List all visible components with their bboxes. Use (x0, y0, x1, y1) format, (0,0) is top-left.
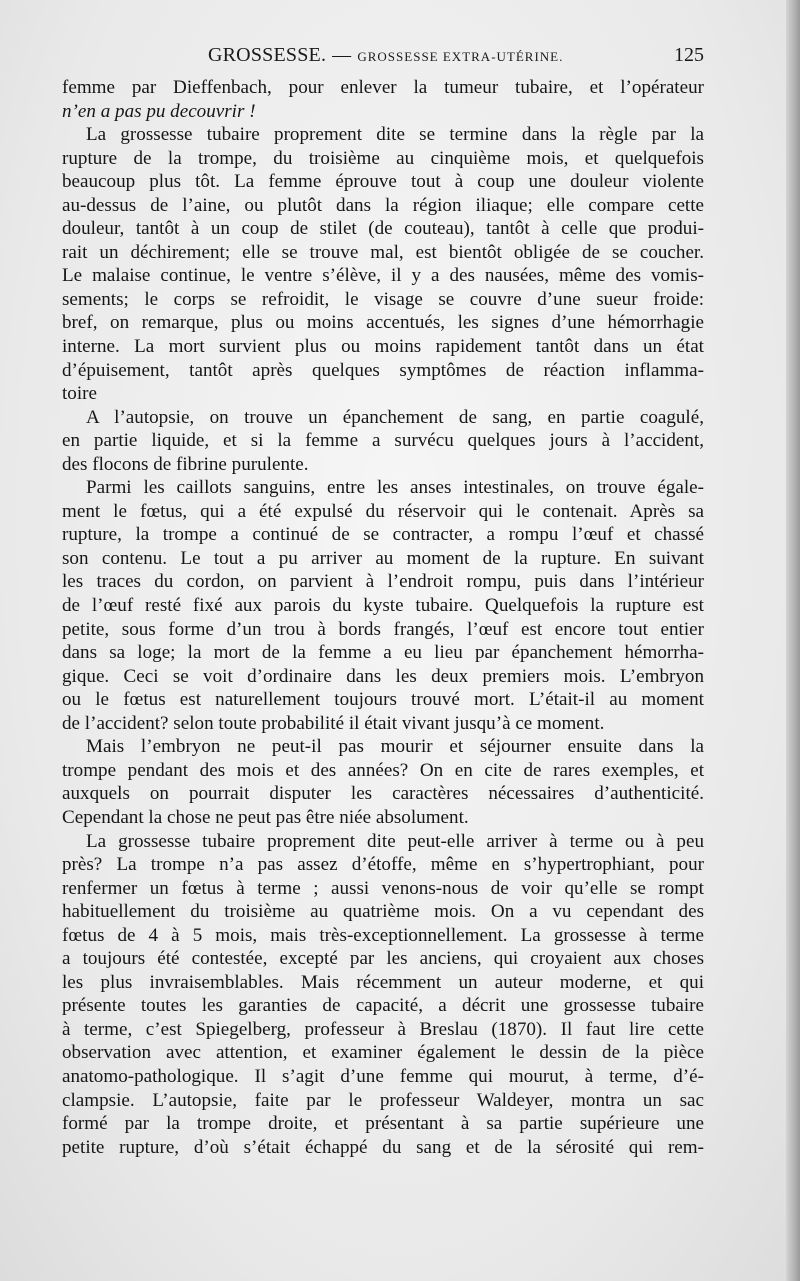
text-line: de l’accident? selon toute probabilité il était vivant jusqu’à ce moment. (62, 712, 605, 734)
text-line: n’en a pas pu decouvrir ! (62, 100, 256, 122)
text-line: petite, sous forme d’un trou à bords frangés, l’œuf est encore tout entier (62, 618, 704, 640)
text-line: habituellement du troisième au quatrième mois. On a vu cependant des (62, 901, 704, 923)
text-line: les plus invraisemblables. Mais récemment un auteur moderne, et qui (62, 971, 704, 993)
page-edge-shadow (786, 0, 800, 1281)
text-line: formé par la trompe droite, et présentant à sa partie supérieure une (62, 1113, 704, 1135)
text-line: son contenu. Le tout a pu arriver au moment de la rupture. En suivant (62, 547, 704, 569)
text-line: rupture, la trompe a continué de se contracter, a rompu l’œuf et chassé (62, 524, 704, 546)
text-line: rait un déchirement; elle se trouve mal, est bientôt obligée de se coucher. (62, 241, 704, 263)
text-line: femme par Dieffenbach, pour enlever la tumeur tubaire, et l’opérateur (62, 77, 704, 98)
text-line: douleur, tantôt à un coup de stilet (de couteau), tantôt à celle que produi- (62, 218, 704, 240)
text-line: des flocons de fibrine purulente. (62, 453, 309, 475)
text-line: ou le fœtus est naturellement toujours trouvé mort. L’était-il au moment (62, 689, 704, 711)
text-line: auxquels on pourrait disputer les caractères nécessaires d’authenticité. (62, 783, 704, 805)
text-line: petite rupture, d’où s’était échappé du sang et de la sérosité qui rem- (62, 1136, 704, 1158)
text-line: Parmi les caillots sanguins, entre les anses intestinales, on trouve égale- (86, 477, 704, 499)
text-line: Mais l’embryon ne peut-il pas mourir et séjourner ensuite dans la (86, 736, 704, 758)
text-line: d’épuisement, tantôt après quelques symptômes de réaction inflamma- (62, 359, 704, 381)
text-line: trompe pendant des mois et des années? On en cite de rares exemples, et (62, 759, 704, 781)
text-line: La grossesse tubaire proprement dite peut-elle arriver à terme ou à peu (86, 830, 704, 852)
text-line: anatomo-pathologique. Il s’agit d’une femme qui mourut, à terme, d’é- (62, 1065, 704, 1087)
text-line: fœtus de 4 à 5 mois, mais très-exceptionnellement. La grossesse à terme (62, 924, 704, 946)
text-line: de l’œuf resté fixé aux parois du kyste tubaire. Quelquefois la rupture est (62, 595, 704, 617)
body-text (62, 76, 704, 1159)
running-head-sub: GROSSESSE EXTRA-UTÉRINE. (357, 49, 564, 64)
text-line: les traces du cordon, on parvient à l’endroit rompu, puis dans l’intérieur (62, 571, 704, 593)
text-line: sements; le corps se refroidit, le visage se couvre d’une sueur froide: (62, 288, 704, 310)
text-line: au-dessus de l’aine, ou plutôt dans la région iliaque; elle compare cette (62, 194, 704, 216)
page-header (62, 44, 704, 70)
page-number: 125 (674, 44, 704, 66)
text-line: Cependant la chose ne peut pas être niée absolument. (62, 806, 469, 828)
text-line: clampsie. L’autopsie, faite par le professeur Waldeyer, montra un sac (62, 1089, 704, 1111)
text-line: à terme, c’est Spiegelberg, professeur à Breslau (1870). Il faut lire cette (62, 1018, 704, 1040)
text-line: dans sa loge; la mort de la femme a eu lieu par épanchement hémorrha- (62, 642, 704, 664)
text-line: a toujours été contestée, excepté par les anciens, qui croyaient aux choses (62, 948, 704, 970)
text-line: près? La trompe n’a pas assez d’étoffe, même en s’hypertrophiant, pour (62, 854, 704, 876)
running-head (208, 44, 563, 67)
text-line: en partie liquide, et si la femme a survécu quelques jours à l’accident, (62, 430, 704, 452)
text-line: présente toutes les garanties de capacité, a décrit une grossesse tubaire (62, 995, 704, 1017)
text-line: A l’autopsie, on trouve un épanchement de sang, en partie coagulé, (86, 406, 704, 428)
text-line: La grossesse tubaire proprement dite se termine dans la règle par la (86, 124, 704, 146)
text-line: renfermer un fœtus à terme ; aussi venons-nous de voir qu’elle se rompt (62, 877, 704, 899)
running-head-dash: — (332, 45, 352, 66)
text-line: observation avec attention, et examiner également le dessin de la pièce (62, 1042, 704, 1064)
text-line: beaucoup plus tôt. La femme éprouve tout à coup une douleur violente (62, 171, 704, 193)
text-line: Le malaise continue, le ventre s’élève, il y a des nausées, même des vomis- (62, 265, 704, 287)
text-line: toire (62, 383, 97, 405)
text-line: interne. La mort survient plus ou moins rapidement tantôt dans un état (62, 336, 704, 358)
running-head-main: GROSSESSE. (208, 44, 327, 66)
text-line: bref, on remarque, plus ou moins accentués, les signes d’une hémorrhagie (62, 312, 704, 334)
text-line: rupture de la trompe, du troisième au cinquième mois, et quelquefois (62, 147, 704, 169)
text-line: gique. Ceci se voit d’ordinaire dans les deux premiers mois. L’embryon (62, 665, 704, 687)
text-line: ment le fœtus, qui a été expulsé du réservoir qui le contenait. Après sa (62, 500, 704, 522)
